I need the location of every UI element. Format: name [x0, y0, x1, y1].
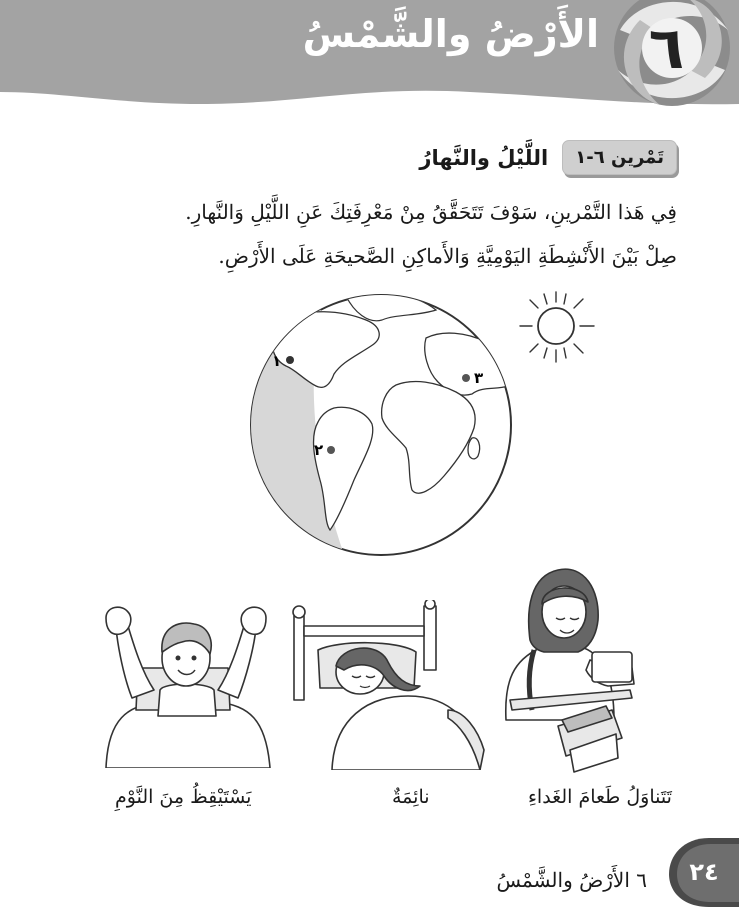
chapter-title: الأَرْضُ والشَّمْسُ: [302, 12, 599, 56]
location-label-2: ٢: [314, 441, 324, 459]
sun-icon: [508, 288, 608, 368]
earth-globe: [246, 290, 516, 560]
exercise-badge: تَمْرين ٦-١: [562, 140, 677, 175]
location-dot-3: [462, 374, 470, 382]
exercise-heading: [419, 140, 677, 175]
location-label-3: ٣: [474, 369, 484, 387]
caption-waking-up: يَسْتَيْقِظُ مِنَ النَّوْمِ: [115, 786, 252, 808]
footer-title: ٦ الأَرْضُ والشَّمْسُ: [496, 868, 647, 892]
page-number: ٢٤: [689, 858, 719, 886]
location-label-1: ١: [272, 352, 282, 370]
instruction-line-2: صِلْ بَيْنَ الأَنْشِطَةِ اليَوْمِيَّةِ وَالأَماكِنِ الصَّحيحَةِ عَلَى الأَرْضِ.: [218, 244, 677, 268]
caption-eating-lunch: تَتَناوَلُ طَعامَ الغَداءِ: [528, 786, 672, 808]
chapter-number: ٦: [648, 14, 685, 82]
caption-sleeping: نائِمَةٌ: [392, 786, 430, 808]
boy-waking-icon: [98, 598, 278, 768]
location-dot-2: [327, 446, 335, 454]
exercise-title: اللَّيْلُ والنَّهارُ: [419, 145, 549, 170]
location-dot-1: [286, 356, 294, 364]
girl-sleeping-icon: [288, 600, 488, 770]
girl-eating-icon: [500, 560, 650, 775]
instruction-line-1: فِي هَذا التَّمْرينِ، سَوْفَ تَتَحَقَّقُ مِنْ مَعْرِفَتِكَ عَنِ اللَّيْلِ وَالنَّهارِ.: [185, 200, 677, 224]
